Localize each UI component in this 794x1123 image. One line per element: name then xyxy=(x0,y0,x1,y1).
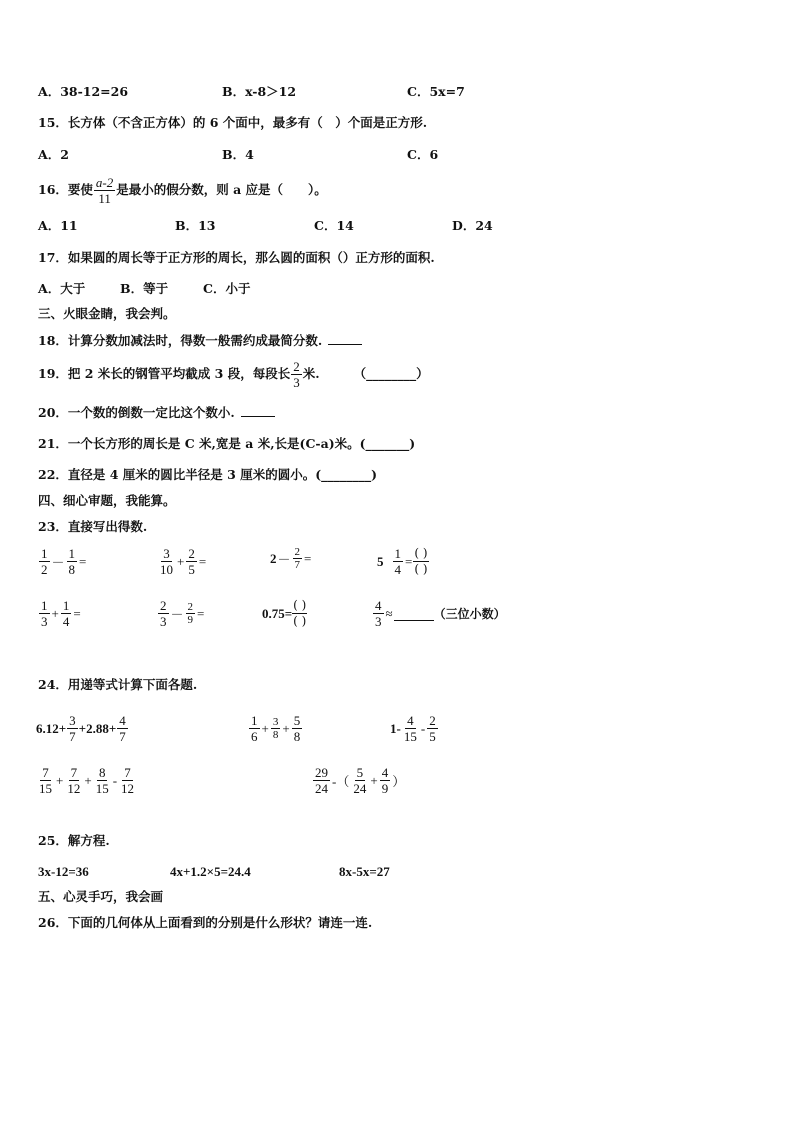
approx-sign: ≈ xyxy=(385,605,393,621)
section-4-heading: 四、细心审题，我能算。 xyxy=(38,493,176,508)
frac-den: 9 xyxy=(187,614,194,626)
frac-num: 2 xyxy=(429,713,436,728)
equals: = xyxy=(405,553,413,569)
frac-den: 3 xyxy=(375,614,382,629)
frac-num: 8 xyxy=(98,765,106,780)
q24-expr-3 xyxy=(390,713,439,744)
frac-num: 29 xyxy=(315,765,328,780)
frac-den: 8 xyxy=(272,729,279,741)
q14-option-a: A．38-12=26 xyxy=(38,84,129,99)
frac-den: 7 xyxy=(69,729,76,744)
number: 1- xyxy=(390,720,401,736)
q23-expr-2 xyxy=(157,546,207,577)
frac-num: 2 xyxy=(187,601,194,613)
q24-title: 24．用递等式计算下面各题. xyxy=(38,677,198,692)
frac-num: 7 xyxy=(42,765,49,780)
equals: = xyxy=(198,553,207,569)
equals: = xyxy=(304,550,312,566)
q24-expr-5 xyxy=(312,765,406,796)
q17-option-a: A．大于 xyxy=(38,281,86,296)
frac-num: 1 xyxy=(251,713,258,728)
q14-option-c: C．5x=7 xyxy=(407,84,465,99)
q23-expr-7 xyxy=(262,598,307,629)
operator: + xyxy=(84,772,92,788)
frac-num: 5 xyxy=(356,765,364,780)
q21-statement: 21．一个长方形的周长是 C 米,宽是 a 米,长是(C-a)米。(_______) xyxy=(38,436,416,451)
q25-equation-3: 8x-5x=27 xyxy=(339,864,390,879)
answer-fraction-blank[interactable] xyxy=(413,546,428,577)
q26-question: 26．下面的几何体从上面看到的分别是什么形状？请连一连. xyxy=(38,915,373,930)
frac-num: 2 xyxy=(294,546,301,558)
operator: － xyxy=(51,555,65,570)
q23-expr-5 xyxy=(38,598,82,629)
frac-den: 6 xyxy=(251,729,258,744)
q17-option-c: C．小于 xyxy=(203,281,251,296)
q18-answer-blank[interactable] xyxy=(328,344,362,345)
q15-question: 15．长方体（不含正方体）的 6 个面中，最多有（ ）个面是正方形. xyxy=(38,115,428,130)
q16-fraction xyxy=(94,175,115,206)
frac-den: 4 xyxy=(62,614,70,629)
frac-num: 5 xyxy=(293,713,301,728)
frac-num: 7 xyxy=(124,765,131,780)
q16-frac-den: 11 xyxy=(98,190,111,206)
q23-expr-4 xyxy=(377,546,429,577)
operator: - xyxy=(112,772,118,788)
q19-prefix: 19．把 2 米长的钢管平均截成 3 段，每段长 xyxy=(38,366,291,381)
frac-num: 4 xyxy=(119,713,126,728)
operator: － xyxy=(277,552,291,567)
q15-option-b: B．4 xyxy=(222,147,254,162)
equals: = xyxy=(79,553,87,569)
q19-suffix: 米. xyxy=(302,366,320,381)
frac-den: 3 xyxy=(41,614,48,629)
whole-number: 5 xyxy=(377,553,384,569)
q25-equation-1: 3x-12=36 xyxy=(38,864,89,879)
q24-expr-4 xyxy=(36,765,137,796)
q24-expr-2 xyxy=(248,713,303,744)
frac-num: 3 xyxy=(272,716,279,728)
frac-num: 2 xyxy=(160,598,167,613)
frac-den: 4 xyxy=(394,562,401,577)
frac-num: 3 xyxy=(163,546,170,561)
decimal-note: （三位小数） xyxy=(433,607,506,621)
q20-statement xyxy=(38,405,275,421)
frac-den: 5 xyxy=(188,562,195,577)
operator: + xyxy=(370,772,378,788)
answer-den: ( ) xyxy=(293,614,307,628)
equals: = xyxy=(197,605,205,621)
q16-option-a: A．11 xyxy=(38,218,78,233)
q18-text: 18．计算分数加减法时，得数一般需约成最简分数. xyxy=(38,333,323,348)
q16-option-d: D．24 xyxy=(452,218,493,233)
close-paren: ） xyxy=(392,774,406,789)
frac-den: 15 xyxy=(39,781,52,796)
number: 6.12+ xyxy=(36,720,67,736)
q22-statement: 22．直径是 4 厘米的圆比半径是 3 厘米的圆小。(________) xyxy=(38,467,378,482)
frac-den: 10 xyxy=(160,562,173,577)
q23-expr-8 xyxy=(372,598,506,629)
q17-question: 17．如果圆的周长等于正方形的周长，那么圆的面积（）正方形的面积. xyxy=(38,250,435,265)
answer-num: ( ) xyxy=(414,546,428,560)
q23-expr-1 xyxy=(38,546,87,577)
q23-expr-6 xyxy=(157,598,205,629)
q16-frac-num: a-2 xyxy=(95,174,114,190)
frac-num: 4 xyxy=(407,713,414,728)
answer-blank[interactable] xyxy=(394,606,434,621)
section-3-heading: 三、火眼金睛，我会判。 xyxy=(38,306,176,321)
q19-frac-num: 2 xyxy=(293,358,300,374)
q16-question xyxy=(38,172,327,208)
operator: -（ xyxy=(332,774,350,789)
q20-text: 20．一个数的倒数一定比这个数小. xyxy=(38,405,235,420)
number: +2.88+ xyxy=(78,720,117,736)
operator: + xyxy=(282,720,290,736)
q17-option-b: B．等于 xyxy=(120,281,169,296)
q18-statement xyxy=(38,333,362,349)
operator: + xyxy=(56,772,64,788)
q23-expr-3 xyxy=(270,546,312,571)
frac-den: 7 xyxy=(294,559,301,571)
frac-num: 1 xyxy=(68,546,76,561)
operator: - xyxy=(420,720,426,736)
frac-den: 3 xyxy=(160,614,167,629)
frac-den: 7 xyxy=(119,729,126,744)
frac-num: 4 xyxy=(375,598,382,613)
frac-den: 12 xyxy=(121,781,135,796)
q19-statement xyxy=(38,356,429,392)
answer-fraction-blank[interactable] xyxy=(292,598,307,629)
frac-num: 1 xyxy=(41,546,48,561)
q14-option-b: B．x-8＞12 xyxy=(222,84,297,99)
frac-num: 7 xyxy=(70,765,78,780)
q16-prefix: 16．要使 xyxy=(38,182,93,197)
frac-den: 12 xyxy=(67,781,81,796)
q15-option-c: C．6 xyxy=(407,147,439,162)
operator: + xyxy=(177,553,185,569)
q19-answer-blank[interactable]: （________） xyxy=(353,366,429,381)
q19-fraction xyxy=(291,359,302,390)
frac-num: 1 xyxy=(394,546,401,561)
equals: = xyxy=(73,605,81,621)
whole-number: 2 xyxy=(270,550,277,566)
frac-num: 2 xyxy=(188,546,195,561)
frac-num: 1 xyxy=(41,598,48,613)
frac-num: 4 xyxy=(381,765,389,780)
frac-den: 24 xyxy=(353,781,367,796)
q23-title: 23．直接写出得数. xyxy=(38,519,148,534)
frac-den: 15 xyxy=(403,729,417,744)
frac-den: 8 xyxy=(293,729,301,744)
frac-num: 3 xyxy=(69,713,76,728)
frac-num: 1 xyxy=(62,598,70,613)
q24-expr-1 xyxy=(36,713,129,744)
frac-den: 9 xyxy=(381,781,389,796)
q16-suffix: 是最小的假分数，则 a 应是（ ）。 xyxy=(116,182,327,197)
operator: － xyxy=(170,607,184,622)
operator: + xyxy=(261,720,269,736)
frac-den: 8 xyxy=(68,562,76,577)
answer-num: ( ) xyxy=(293,598,307,612)
answer-den: ( ) xyxy=(414,562,428,576)
q20-answer-blank[interactable] xyxy=(241,416,275,417)
q25-title: 25．解方程. xyxy=(38,833,110,848)
frac-den: 15 xyxy=(95,781,109,796)
frac-den: 2 xyxy=(41,562,48,577)
section-5-heading: 五、心灵手巧，我会画 xyxy=(38,889,164,904)
decimal-number: 0.75= xyxy=(262,605,293,621)
q25-equation-2: 4x+1.2×5=24.4 xyxy=(170,864,251,879)
frac-den: 5 xyxy=(429,729,436,744)
q15-option-a: A．2 xyxy=(38,147,69,162)
frac-den: 24 xyxy=(315,781,328,796)
q16-option-b: B．13 xyxy=(175,218,216,233)
operator: + xyxy=(51,605,59,621)
q16-option-c: C．14 xyxy=(314,218,354,233)
q19-frac-den: 3 xyxy=(293,374,300,390)
